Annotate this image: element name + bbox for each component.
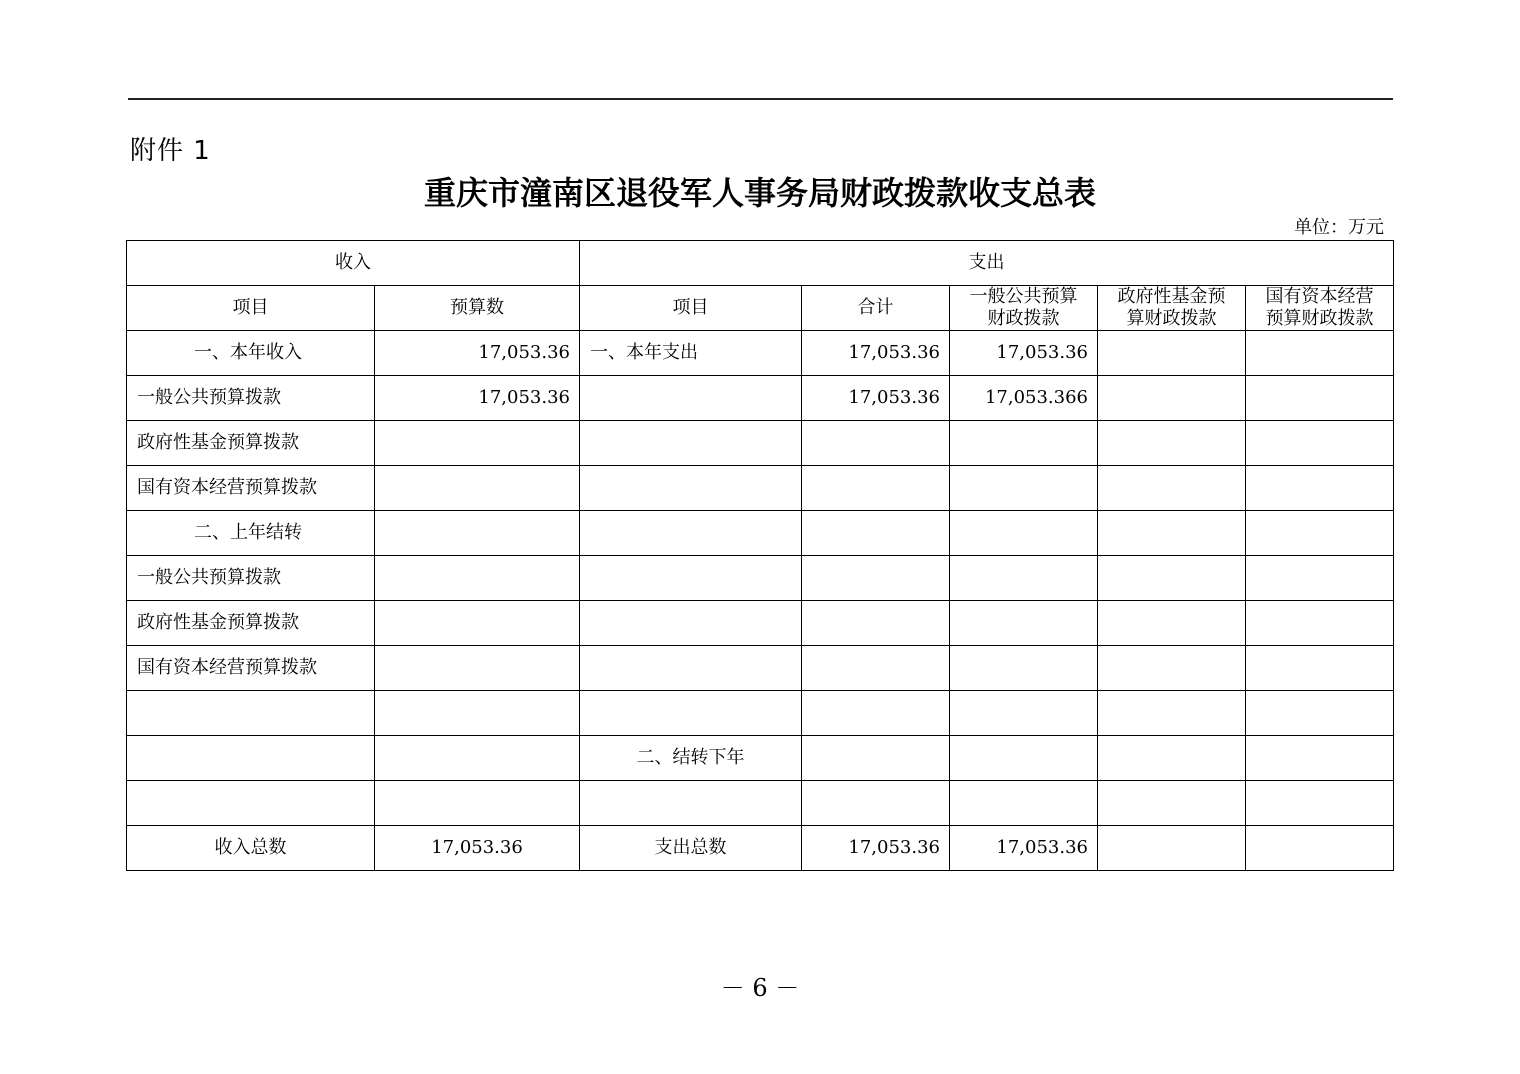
general-budget-cell: 17,053.36 <box>950 331 1098 376</box>
income-item-cell: 二、上年结转 <box>127 511 375 556</box>
income-item-cell: 国有资本经营预算拨款 <box>127 466 375 511</box>
income-budget-cell <box>375 601 580 646</box>
col-header-total: 合计 <box>802 286 950 331</box>
col-header-general-line1: 一般公共预算 <box>969 286 1078 307</box>
unit-label: 单位：万元 <box>1294 217 1384 238</box>
page-number: － 6 － <box>720 974 800 1002</box>
header-rule <box>128 98 1393 100</box>
income-item-cell: 政府性基金预算拨款 <box>127 601 375 646</box>
state-capital-cell <box>1246 646 1394 691</box>
state-capital-cell <box>1246 691 1394 736</box>
general-budget-cell <box>950 781 1098 826</box>
table-row <box>127 511 1394 556</box>
col-header-state-capital <box>1246 286 1394 331</box>
income-item-cell: 政府性基金预算拨款 <box>127 421 375 466</box>
table-row <box>127 331 1394 376</box>
income-budget-cell: 17,053.36 <box>375 331 580 376</box>
state-capital-cell <box>1246 331 1394 376</box>
gov-fund-cell <box>1098 466 1246 511</box>
total-cell <box>802 601 950 646</box>
income-total-value: 17,053.36 <box>375 826 580 871</box>
expense-item-cell <box>580 601 802 646</box>
general-budget-cell <box>950 511 1098 556</box>
general-budget-cell <box>950 466 1098 511</box>
col-header-state-capital-line1: 国有资本经营 <box>1265 286 1374 307</box>
state-capital-cell <box>1246 736 1394 781</box>
total-cell <box>802 556 950 601</box>
gov-fund-cell <box>1098 421 1246 466</box>
income-item-cell <box>127 736 375 781</box>
expense-item-cell <box>580 421 802 466</box>
state-capital-cell <box>1246 556 1394 601</box>
total-cell <box>802 736 950 781</box>
income-budget-cell: 17,053.36 <box>375 376 580 421</box>
general-budget-cell: 17,053.366 <box>950 376 1098 421</box>
income-section-header: 收入 <box>127 241 580 286</box>
income-item-cell: 一般公共预算拨款 <box>127 376 375 421</box>
state-capital-cell <box>1246 511 1394 556</box>
general-budget-cell: 17,053.36 <box>950 826 1098 871</box>
income-item-cell: 一般公共预算拨款 <box>127 556 375 601</box>
totals-row <box>127 826 1394 871</box>
income-item-cell <box>127 691 375 736</box>
table-row <box>127 376 1394 421</box>
state-capital-cell <box>1246 781 1394 826</box>
income-total-label: 收入总数 <box>127 826 375 871</box>
income-item-cell: 国有资本经营预算拨款 <box>127 646 375 691</box>
col-header-gov-fund-line1: 政府性基金预 <box>1117 286 1226 307</box>
total-cell: 17,053.36 <box>802 331 950 376</box>
total-cell: 17,053.36 <box>802 826 950 871</box>
total-cell <box>802 646 950 691</box>
attachment-label: 附件 1 <box>130 136 211 166</box>
state-capital-cell <box>1246 466 1394 511</box>
gov-fund-cell <box>1098 736 1246 781</box>
income-item-cell: 一、本年收入 <box>127 331 375 376</box>
gov-fund-cell <box>1098 646 1246 691</box>
total-cell <box>802 781 950 826</box>
general-budget-cell <box>950 646 1098 691</box>
income-budget-cell <box>375 781 580 826</box>
income-budget-cell <box>375 421 580 466</box>
income-item-cell <box>127 781 375 826</box>
total-cell: 17,053.36 <box>802 376 950 421</box>
expense-item-cell <box>580 511 802 556</box>
expense-total-label: 支出总数 <box>580 826 802 871</box>
state-capital-cell <box>1246 376 1394 421</box>
gov-fund-cell <box>1098 376 1246 421</box>
state-capital-cell <box>1246 826 1394 871</box>
general-budget-cell <box>950 601 1098 646</box>
gov-fund-cell <box>1098 511 1246 556</box>
col-header-gov-fund <box>1098 286 1246 331</box>
expense-item-cell <box>580 646 802 691</box>
gov-fund-cell <box>1098 826 1246 871</box>
expense-item-cell <box>580 556 802 601</box>
total-cell <box>802 511 950 556</box>
column-header-row <box>127 286 1394 331</box>
state-capital-cell <box>1246 421 1394 466</box>
gov-fund-cell <box>1098 331 1246 376</box>
total-cell <box>802 466 950 511</box>
general-budget-cell <box>950 736 1098 781</box>
expense-item-cell: 一、本年支出 <box>580 331 802 376</box>
table-row <box>127 556 1394 601</box>
expense-item-cell: 二、结转下年 <box>580 736 802 781</box>
col-header-gov-fund-line2: 算财政拨款 <box>1126 308 1217 329</box>
general-budget-cell <box>950 556 1098 601</box>
state-capital-cell <box>1246 601 1394 646</box>
col-header-general-line2: 财政拨款 <box>987 308 1060 329</box>
col-header-income-budget: 预算数 <box>375 286 580 331</box>
page-title: 重庆市潼南区退役军人事务局财政拨款收支总表 <box>423 174 1096 212</box>
col-header-expense-item: 项目 <box>580 286 802 331</box>
gov-fund-cell <box>1098 601 1246 646</box>
col-header-income-item: 项目 <box>127 286 375 331</box>
income-budget-cell <box>375 646 580 691</box>
budget-summary-table <box>126 240 1394 871</box>
general-budget-cell <box>950 691 1098 736</box>
gov-fund-cell <box>1098 556 1246 601</box>
section-header-row <box>127 241 1394 286</box>
income-budget-cell <box>375 466 580 511</box>
total-cell <box>802 421 950 466</box>
expense-section-header: 支出 <box>580 241 1394 286</box>
table-row <box>127 466 1394 511</box>
table-row <box>127 691 1394 736</box>
expense-item-cell <box>580 781 802 826</box>
income-budget-cell <box>375 691 580 736</box>
gov-fund-cell <box>1098 691 1246 736</box>
general-budget-cell <box>950 421 1098 466</box>
expense-item-cell <box>580 691 802 736</box>
table-row <box>127 601 1394 646</box>
total-cell <box>802 691 950 736</box>
table-row <box>127 736 1394 781</box>
expense-item-cell <box>580 376 802 421</box>
table-row <box>127 781 1394 826</box>
income-budget-cell <box>375 511 580 556</box>
table-row <box>127 646 1394 691</box>
col-header-general-budget <box>950 286 1098 331</box>
income-budget-cell <box>375 556 580 601</box>
table-row <box>127 421 1394 466</box>
col-header-state-capital-line2: 预算财政拨款 <box>1265 308 1374 329</box>
expense-item-cell <box>580 466 802 511</box>
gov-fund-cell <box>1098 781 1246 826</box>
income-budget-cell <box>375 736 580 781</box>
